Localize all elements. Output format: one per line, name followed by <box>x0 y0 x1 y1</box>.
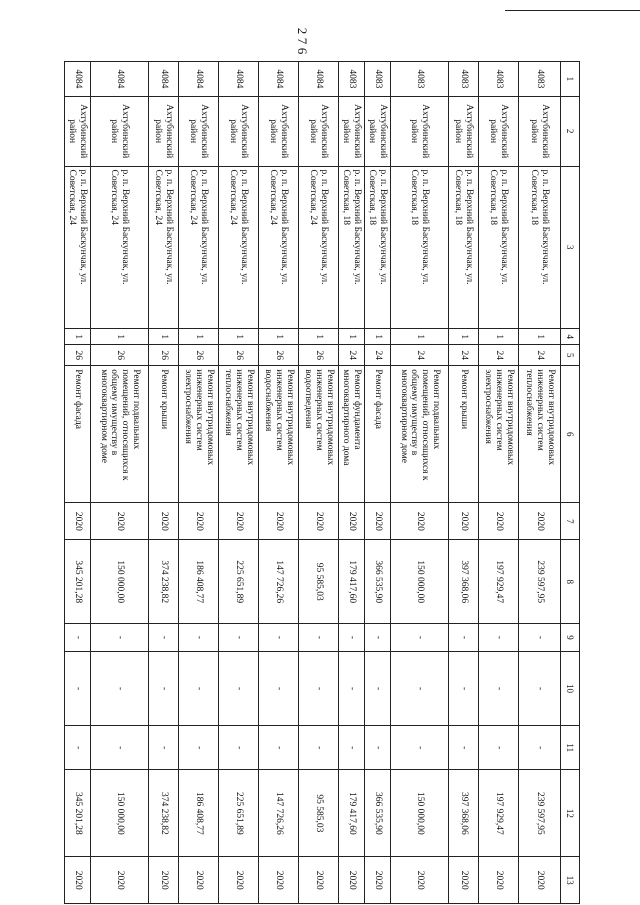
work-type-cell: Ремонт крыши <box>449 366 479 503</box>
number-cell: 26 <box>91 345 149 366</box>
year-cell: 2020 <box>391 503 449 540</box>
empty-cell: - <box>391 726 449 770</box>
cost-cell: 374 238,82 <box>149 540 179 624</box>
empty-cell: - <box>91 726 149 770</box>
column-header: 13 <box>561 857 580 904</box>
row-number: 4084 <box>259 62 299 97</box>
table-row <box>149 62 179 904</box>
year-cell: 2020 <box>365 503 391 540</box>
row-number: 4084 <box>299 62 339 97</box>
table-row <box>391 62 449 904</box>
count-cell: 1 <box>299 329 339 345</box>
work-type-cell: Ремонт фасада <box>365 366 391 503</box>
address-cell: р. п. Верхний Баскунчак, ул. Советская, 24 <box>219 166 259 329</box>
row-number: 4083 <box>339 62 365 97</box>
count-cell: 1 <box>149 329 179 345</box>
empty-cell: - <box>299 624 339 652</box>
address-cell: р. п. Верхний Баскунчак, ул. Советская, 18 <box>391 166 449 329</box>
row-number: 4084 <box>219 62 259 97</box>
district-cell: Ахтубинский район <box>449 96 479 166</box>
empty-cell: - <box>365 726 391 770</box>
completion-year-cell: 2020 <box>519 857 561 904</box>
district-cell: Ахтубинский район <box>179 96 219 166</box>
year-cell: 2020 <box>339 503 365 540</box>
work-type-cell: Ремонт подвальных помещений, относящихся к общему имуществу в многоквартирном доме <box>391 366 449 503</box>
row-number: 4084 <box>179 62 219 97</box>
year-cell: 2020 <box>479 503 519 540</box>
column-header: 8 <box>561 540 580 624</box>
cost-cell: 186 408,77 <box>179 540 219 624</box>
empty-cell: - <box>339 624 365 652</box>
district-cell: Ахтубинский район <box>65 96 91 166</box>
empty-cell: - <box>219 726 259 770</box>
total-cost-cell: 239 597,95 <box>519 770 561 857</box>
table-row <box>339 62 365 904</box>
district-cell: Ахтубинский район <box>519 96 561 166</box>
row-number: 4083 <box>479 62 519 97</box>
completion-year-cell: 2020 <box>259 857 299 904</box>
count-cell: 1 <box>449 329 479 345</box>
column-header: 2 <box>561 96 580 166</box>
repair-schedule-table <box>64 61 580 904</box>
number-cell: 24 <box>391 345 449 366</box>
row-number: 4083 <box>365 62 391 97</box>
district-cell: Ахтубинский район <box>479 96 519 166</box>
empty-cell: - <box>219 624 259 652</box>
district-cell: Ахтубинский район <box>365 96 391 166</box>
table-row <box>91 62 149 904</box>
column-header: 7 <box>561 503 580 540</box>
address-cell: р. п. Верхний Баскунчак, ул. Советская, 24 <box>299 166 339 329</box>
empty-cell: - <box>339 651 365 725</box>
row-number: 4084 <box>91 62 149 97</box>
count-cell: 1 <box>479 329 519 345</box>
table-row <box>299 62 339 904</box>
column-header: 12 <box>561 770 580 857</box>
empty-cell: - <box>91 651 149 725</box>
table-row <box>479 62 519 904</box>
address-cell: р. п. Верхний Баскунчак, ул. Советская, 18 <box>365 166 391 329</box>
total-cost-cell: 345 201,28 <box>65 770 91 857</box>
number-cell: 26 <box>259 345 299 366</box>
empty-cell: - <box>179 726 219 770</box>
count-cell: 1 <box>365 329 391 345</box>
column-header: 4 <box>561 329 580 345</box>
row-number: 4084 <box>149 62 179 97</box>
count-cell: 1 <box>179 329 219 345</box>
table-row <box>449 62 479 904</box>
completion-year-cell: 2020 <box>391 857 449 904</box>
total-cost-cell: 366 535,90 <box>365 770 391 857</box>
empty-cell: - <box>259 624 299 652</box>
address-cell: р. п. Верхний Баскунчак, ул. Советская, 24 <box>91 166 149 329</box>
completion-year-cell: 2020 <box>179 857 219 904</box>
empty-cell: - <box>479 651 519 725</box>
number-cell: 26 <box>65 345 91 366</box>
district-cell: Ахтубинский район <box>149 96 179 166</box>
year-cell: 2020 <box>259 503 299 540</box>
column-header: 5 <box>561 345 580 366</box>
count-cell: 1 <box>65 329 91 345</box>
completion-year-cell: 2020 <box>65 857 91 904</box>
work-type-cell: Ремонт подвальных помещений, относящихся к общему имуществу в многоквартирном доме <box>91 366 149 503</box>
number-cell: 24 <box>339 345 365 366</box>
column-header: 10 <box>561 651 580 725</box>
cost-cell: 179 417,60 <box>339 540 365 624</box>
cost-cell: 197 929,47 <box>479 540 519 624</box>
number-cell: 24 <box>519 345 561 366</box>
cost-cell: 366 535,90 <box>365 540 391 624</box>
cost-cell: 150 000,00 <box>91 540 149 624</box>
empty-cell: - <box>149 726 179 770</box>
completion-year-cell: 2020 <box>219 857 259 904</box>
table-row <box>259 62 299 904</box>
table-row <box>179 62 219 904</box>
year-cell: 2020 <box>519 503 561 540</box>
work-type-cell: Ремонт внутридомовых инженерных систем теплоснабжения <box>519 366 561 503</box>
empty-cell: - <box>65 726 91 770</box>
work-type-cell: Ремонт внутридомовых инженерных систем теплоснабжения <box>219 366 259 503</box>
total-cost-cell: 150 000,00 <box>91 770 149 857</box>
empty-cell: - <box>219 651 259 725</box>
year-cell: 2020 <box>299 503 339 540</box>
total-cost-cell: 225 651,89 <box>219 770 259 857</box>
row-number: 4083 <box>449 62 479 97</box>
number-cell: 26 <box>149 345 179 366</box>
top-rule <box>505 10 640 11</box>
number-cell: 24 <box>479 345 519 366</box>
work-type-cell: Ремонт внутридомовых инженерных систем водоснабжения <box>259 366 299 503</box>
cost-cell: 150 000,00 <box>391 540 449 624</box>
table-row <box>519 62 561 904</box>
completion-year-cell: 2020 <box>339 857 365 904</box>
empty-cell: - <box>519 726 561 770</box>
address-cell: р. п. Верхний Баскунчак, ул. Советская, 18 <box>449 166 479 329</box>
work-type-cell: Ремонт фундамента многоквартирного дома <box>339 366 365 503</box>
year-cell: 2020 <box>149 503 179 540</box>
empty-cell: - <box>449 624 479 652</box>
year-cell: 2020 <box>179 503 219 540</box>
total-cost-cell: 186 408,77 <box>179 770 219 857</box>
district-cell: Ахтубинский район <box>91 96 149 166</box>
cost-cell: 225 651,89 <box>219 540 259 624</box>
address-cell: р. п. Верхний Баскунчак, ул. Советская, 24 <box>149 166 179 329</box>
column-header: 9 <box>561 624 580 652</box>
empty-cell: - <box>179 624 219 652</box>
page-number-digit: 2 <box>295 27 310 35</box>
empty-cell: - <box>519 651 561 725</box>
empty-cell: - <box>365 651 391 725</box>
district-cell: Ахтубинский район <box>299 96 339 166</box>
year-cell: 2020 <box>219 503 259 540</box>
empty-cell: - <box>479 726 519 770</box>
row-number: 4084 <box>65 62 91 97</box>
column-header: 3 <box>561 166 580 329</box>
address-cell: р. п. Верхний Баскунчак, ул. Советская, 18 <box>339 166 365 329</box>
number-cell: 24 <box>449 345 479 366</box>
completion-year-cell: 2020 <box>365 857 391 904</box>
empty-cell: - <box>339 726 365 770</box>
year-cell: 2020 <box>65 503 91 540</box>
row-number: 4083 <box>391 62 449 97</box>
total-cost-cell: 95 585,03 <box>299 770 339 857</box>
table-header-row <box>561 62 580 904</box>
cost-cell: 95 585,03 <box>299 540 339 624</box>
empty-cell: - <box>519 624 561 652</box>
count-cell: 1 <box>91 329 149 345</box>
count-cell: 1 <box>519 329 561 345</box>
completion-year-cell: 2020 <box>479 857 519 904</box>
page-number <box>295 26 310 56</box>
number-cell: 26 <box>299 345 339 366</box>
cost-cell: 397 368,06 <box>449 540 479 624</box>
page-number-digit: 6 <box>295 47 310 55</box>
page-number-digit: 7 <box>295 37 310 45</box>
district-cell: Ахтубинский район <box>339 96 365 166</box>
empty-cell: - <box>449 651 479 725</box>
empty-cell: - <box>65 624 91 652</box>
year-cell: 2020 <box>91 503 149 540</box>
district-cell: Ахтубинский район <box>219 96 259 166</box>
total-cost-cell: 147 726,26 <box>259 770 299 857</box>
count-cell: 1 <box>259 329 299 345</box>
column-header: 11 <box>561 726 580 770</box>
empty-cell: - <box>299 651 339 725</box>
empty-cell: - <box>479 624 519 652</box>
count-cell: 1 <box>219 329 259 345</box>
empty-cell: - <box>299 726 339 770</box>
work-type-cell: Ремонт внутридомовых инженерных систем водоотведения <box>299 366 339 503</box>
cost-cell: 345 201,28 <box>65 540 91 624</box>
completion-year-cell: 2020 <box>299 857 339 904</box>
table-rotated <box>67 61 580 904</box>
cost-cell: 239 597,95 <box>519 540 561 624</box>
empty-cell: - <box>91 624 149 652</box>
table-row <box>365 62 391 904</box>
district-cell: Ахтубинский район <box>391 96 449 166</box>
column-header: 6 <box>561 366 580 503</box>
number-cell: 24 <box>365 345 391 366</box>
row-number: 4083 <box>519 62 561 97</box>
total-cost-cell: 150 000,00 <box>391 770 449 857</box>
count-cell: 1 <box>391 329 449 345</box>
empty-cell: - <box>259 651 299 725</box>
address-cell: р. п. Верхний Баскунчак, ул. Советская, 18 <box>519 166 561 329</box>
work-type-cell: Ремонт внутридомовых инженерных систем электроснабжения <box>479 366 519 503</box>
number-cell: 26 <box>219 345 259 366</box>
work-type-cell: Ремонт крыши <box>149 366 179 503</box>
empty-cell: - <box>149 651 179 725</box>
empty-cell: - <box>65 651 91 725</box>
total-cost-cell: 374 238,82 <box>149 770 179 857</box>
empty-cell: - <box>391 624 449 652</box>
table-sheet <box>67 61 580 904</box>
completion-year-cell: 2020 <box>449 857 479 904</box>
total-cost-cell: 179 417,60 <box>339 770 365 857</box>
empty-cell: - <box>259 726 299 770</box>
empty-cell: - <box>149 624 179 652</box>
district-cell: Ахтубинский район <box>259 96 299 166</box>
empty-cell: - <box>179 651 219 725</box>
empty-cell: - <box>391 651 449 725</box>
count-cell: 1 <box>339 329 365 345</box>
completion-year-cell: 2020 <box>149 857 179 904</box>
cost-cell: 147 726,26 <box>259 540 299 624</box>
work-type-cell: Ремонт фасада <box>65 366 91 503</box>
address-cell: р. п. Верхний Баскунчак, ул. Советская, 24 <box>65 166 91 329</box>
table-row <box>65 62 91 904</box>
total-cost-cell: 397 368,06 <box>449 770 479 857</box>
column-header: 1 <box>561 62 580 97</box>
address-cell: р. п. Верхний Баскунчак, ул. Советская, 18 <box>479 166 519 329</box>
address-cell: р. п. Верхний Баскунчак, ул. Советская, 24 <box>179 166 219 329</box>
empty-cell: - <box>449 726 479 770</box>
total-cost-cell: 197 929,47 <box>479 770 519 857</box>
address-cell: р. п. Верхний Баскунчак, ул. Советская, 24 <box>259 166 299 329</box>
number-cell: 26 <box>179 345 219 366</box>
work-type-cell: Ремонт внутридомовых инженерных систем электроснабжения <box>179 366 219 503</box>
completion-year-cell: 2020 <box>91 857 149 904</box>
year-cell: 2020 <box>449 503 479 540</box>
table-row <box>219 62 259 904</box>
empty-cell: - <box>365 624 391 652</box>
